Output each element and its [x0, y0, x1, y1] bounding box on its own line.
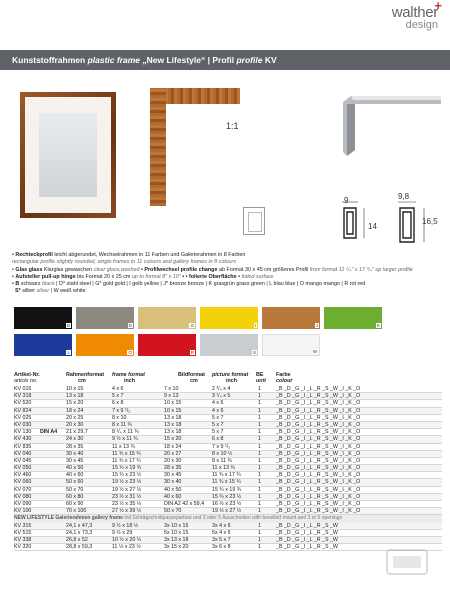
cell-be: 1 [258, 429, 261, 436]
col-frame-format: Rahmenformat [66, 372, 105, 378]
cell-bcm: 28 x 35 [164, 465, 182, 472]
cell-art: KV 130 [14, 429, 32, 436]
swatch-row [14, 334, 442, 356]
cell-be: 1 [258, 544, 261, 551]
cell-be: 1 [258, 529, 261, 536]
cell-inch: 19 ½ x 27 ½ [112, 486, 142, 493]
cell-bcm: 10 x 15 [164, 407, 182, 414]
cell-art: KV 318 [14, 393, 32, 400]
cell-inch: 23 ½ x 31 ½ [112, 493, 142, 500]
cell-binch: 11 ¾ x 15 ¾ [212, 479, 241, 486]
cell-binch: 2 ³/₄ x 4 [212, 386, 231, 392]
cell-cm: 24,1 x 47,3 [66, 522, 93, 529]
cell-inch: 5 x 7 [112, 393, 124, 400]
colour-swatches [14, 307, 442, 361]
cell-col: _B _D _G _I _L _R _S _W _I _K _O [276, 457, 361, 464]
cell-be: 1 [258, 508, 261, 515]
cell-be: 1 [258, 450, 261, 457]
cell-bcm: 18 x 24 [164, 443, 182, 450]
cell-cm: 21 x 29,7 [66, 429, 88, 436]
cell-binch: 5 x 7 [212, 421, 224, 428]
swatch-row [14, 307, 442, 329]
cell-inch: 15 ¾ x 23 ½ [112, 472, 142, 479]
cell-cm: 28,8 x 59,3 [66, 544, 93, 551]
cell-be: 1 [258, 536, 261, 543]
table-row [14, 508, 442, 515]
gallery-frame-heading: NEW LIFESTYLE Galerierahmen gallery frame mit Schrägschnittpassepartout und 3 oder 5 Ausschnitten with bevelled mount and 3 or 5 openings [14, 515, 442, 522]
cell-cm: 70 x 100 [66, 508, 87, 515]
table-row [14, 400, 442, 407]
framed-picture-image [20, 92, 116, 218]
cell-binch: 4 x 6 [212, 400, 224, 407]
product-description [12, 252, 442, 296]
cell-inch: 4 x 6 [112, 386, 124, 392]
cell-cm: 50 x 70 [66, 486, 84, 493]
cell-cm: 24,1 x 73,3 [66, 529, 93, 536]
cell-art: KV 835 [14, 443, 32, 450]
colour-swatch-i [200, 307, 258, 329]
table-row [14, 537, 442, 544]
cell-binch: 7 x 9 ¹/₂ [212, 443, 231, 450]
scale-label: 1:1 [226, 121, 239, 131]
swatch-tag: J [315, 323, 318, 328]
cell-col: _B _D _G _I _L _R _S _W _I _K _O [276, 479, 361, 486]
table-row [14, 422, 442, 429]
cell-cm: 10 x 15 [66, 386, 84, 392]
frame-corner-detail-image [150, 88, 240, 206]
col-frame-inch: inch [124, 378, 136, 385]
colour-swatch-w [262, 334, 320, 356]
table-row [14, 530, 442, 537]
logo-design: design [405, 19, 438, 31]
col-colour: Farbe [276, 372, 291, 378]
swatch-tag: I [254, 323, 256, 328]
cell-col: _B _D _G _I _L _R _S _W _I _K _O [276, 429, 361, 436]
cell-inch: 11 ½ x 23 ½ [112, 544, 141, 551]
table-row [14, 544, 442, 551]
cell-be: 1 [258, 436, 261, 443]
cell-bcm: 3x 13 x 18 [164, 536, 189, 543]
cell-binch: 3 ¹/₄ x 5 [212, 393, 231, 400]
cell-col: _B _D _G _I _L _R _S _W _I _K _O [276, 443, 361, 450]
cell-cm: 20 x 30 [66, 421, 84, 428]
cell-be: 1 [258, 443, 261, 450]
colour-swatch-r [138, 334, 196, 356]
cell-bcm: 40 x 60 [164, 493, 182, 500]
cell-cm: 30 x 40 [66, 450, 84, 457]
cell-cm: 15 x 20 [66, 400, 84, 407]
cell-cm: 24 x 30 [66, 436, 84, 443]
table-row [14, 408, 442, 415]
cell-art: KV 100 [14, 508, 32, 515]
cell-be: 1 [258, 421, 261, 428]
colour-swatch-j [262, 307, 320, 329]
cell-binch: 6 x 8 [212, 436, 224, 443]
cell-art: KV 070 [14, 486, 32, 493]
cell-bcm: 3x 10 x 15 [164, 522, 189, 529]
cell-art: KV 320 [14, 544, 32, 551]
table-row [14, 465, 442, 472]
cell-bcm: 20 x 27 [164, 450, 182, 457]
cell-col: _B _D _G _I _L _R _S _W _I _K _O [276, 436, 361, 443]
cell-art: KV 824 [14, 407, 32, 414]
cell-bcm: 5x 10 x 15 [164, 529, 189, 536]
col-article: Artikel-Nr. [14, 372, 40, 378]
profile-small-height: 14 [368, 222, 377, 231]
price-table [14, 386, 442, 551]
cell-cm: 28 x 35 [66, 443, 84, 450]
cell-bcm: 13 x 18 [164, 414, 182, 421]
swatch-tag: R [190, 350, 194, 355]
cell-cm: 50 x 60 [66, 479, 84, 486]
cell-be: 1 [258, 400, 261, 407]
table-row [14, 436, 442, 443]
cell-art: KV 025 [14, 414, 32, 421]
cell-bcm: 30 x 40 [164, 479, 182, 486]
cell-art: KV 430 [14, 436, 32, 443]
cell-inch: 9 ½ x 18 ½ [112, 522, 139, 529]
cell-bcm: 3x 15 x 20 [164, 544, 189, 551]
logo-plus: + [434, 0, 442, 13]
page-title: Kunststoffrahmen plastic frame „New Lifestyle“ | Profil profile KV [0, 50, 450, 70]
cell-col: _B _D _G _I _L _R _S _W _I _K _O [276, 414, 361, 421]
colour-swatch-b [14, 307, 72, 329]
silver-frame-profile-image [333, 80, 441, 158]
cell-bcm: 10 x 15 [164, 400, 182, 407]
colour-swatch-g [138, 307, 196, 329]
swatch-tag: D [128, 323, 132, 328]
cell-art: KV 060 [14, 479, 32, 486]
table-row [14, 429, 442, 436]
cell-bcm: 13 x 18 [164, 421, 182, 428]
cell-inch: 9 ½ x 29 [112, 529, 133, 536]
cell-cm: 30 x 45 [66, 457, 84, 464]
cell-binch: 16 ½ x 23 ½ [212, 501, 242, 507]
colour-swatch-k [324, 307, 382, 329]
cell-din: DIN A4 [40, 429, 58, 436]
cell-cm: 60 x 80 [66, 493, 84, 500]
cell-inch: 11 ¾ x 17 ¾ [112, 457, 141, 464]
cell-col: _B _D _G _I _L _R _S _W _I _K _O [276, 421, 361, 428]
cell-art: KV 515 [14, 529, 32, 536]
desc-line-colours-2: S* silber silver | W weiß white [15, 288, 86, 295]
colour-swatch-o [76, 334, 134, 356]
table-row [14, 386, 442, 393]
table-row [14, 494, 442, 501]
cell-binch: 15 ¾ x 19 ¾ [212, 486, 242, 493]
cell-cm: 18 x 24 [66, 407, 84, 414]
table-row [14, 393, 442, 400]
cell-col: _B _D _G _I _L _R _S _W [276, 536, 338, 543]
cell-be: 1 [258, 457, 261, 464]
cell-art: KV 315 [14, 522, 32, 529]
cell-col: _B _D _G _I _L _R _S _W _I _K _O [276, 501, 361, 507]
desc-line-profile: • Rechteckprofil leicht abgerundet, Wechselrahmen in 11 Farben und Galerierahmen in 8 Farben rectangular profile slightly rounded, single frames in 11 colours and gallery frames in 8 colours [12, 252, 246, 266]
col-frame-format-en: frame format [112, 372, 145, 378]
cell-be: 1 [258, 501, 261, 507]
table-row [14, 523, 442, 530]
cell-art: KV 460 [14, 472, 32, 479]
cell-inch: 10 ½ x 20 ½ [112, 536, 142, 543]
col-colour-en: colour [276, 378, 293, 385]
cell-bcm: DIN A2 42 x 59,4 [164, 501, 205, 507]
col-unit: BE [256, 372, 264, 378]
cell-inch: 19 ½ x 23 ½ [112, 479, 142, 486]
stamp-icon [385, 548, 429, 576]
table-row [14, 415, 442, 422]
cell-col: _B _D _G _I _L _R _S _W [276, 544, 338, 551]
table-row [14, 444, 442, 451]
cell-inch: 8 x 10 [112, 414, 127, 421]
cell-binch: 3x 4 x 6 [212, 522, 231, 529]
cell-col: _B _D _G _I _L _R _S _W _I _K _O [276, 393, 361, 400]
cell-col: _B _D _G _I _L _R _S _W [276, 529, 338, 536]
cell-col: _B _D _G _I _L _R _S _W _I _K _O [276, 450, 361, 457]
cell-bcm: 7 x 10 [164, 386, 179, 392]
col-picture-cm: cm [190, 378, 198, 385]
cell-inch: 11 x 13 ¾ [112, 443, 135, 450]
cell-art: KV 040 [14, 450, 32, 457]
col-article-en: article no. [14, 378, 38, 385]
cell-art: KV 090 [14, 501, 32, 507]
swatch-tag: K [376, 323, 380, 328]
cell-binch: 8 x 11 ¾ [212, 457, 232, 464]
cell-art: KV 338 [14, 536, 32, 543]
table-row [14, 479, 442, 486]
cell-be: 1 [258, 486, 261, 493]
cell-art: KV 045 [14, 457, 32, 464]
cell-col: _B _D _G _I _L _R _S _W [276, 522, 338, 529]
swatch-tag: L [67, 350, 70, 355]
colour-swatch-d [76, 307, 134, 329]
cell-be: 1 [258, 522, 261, 529]
cell-col: _B _D _G _I _L _R _S _W _I _K _O [276, 472, 361, 479]
cell-bcm: 50 x 70 [164, 508, 182, 515]
profile-large-width: 9,8 [398, 192, 410, 201]
swatch-tag: B [66, 323, 70, 328]
cell-art: KV 050 [14, 465, 32, 472]
cell-bcm: 13 x 18 [164, 429, 182, 436]
col-frame-cm: cm [78, 378, 86, 385]
cell-binch: 15 ¾ x 23 ½ [212, 493, 242, 500]
colour-swatch-s [200, 334, 258, 356]
cell-col: _B _D _G _I _L _R _S _W _I _K _O [276, 407, 361, 414]
cell-be: 1 [258, 493, 261, 500]
cell-bcm: 30 x 45 [164, 472, 182, 479]
cell-cm: 13 x 18 [66, 393, 84, 400]
cell-cm: 60 x 90 [66, 501, 84, 507]
swatch-tag: O [128, 350, 132, 355]
cell-col: _B _D _G _I _L _R _S _W _I _K _O [276, 508, 361, 515]
cell-art: KV 080 [14, 493, 32, 500]
cell-art: KV 015 [14, 386, 32, 392]
walther-design-logo [378, 0, 442, 38]
logo-walther: walther [391, 4, 438, 21]
profile-small-width: 9 [344, 196, 349, 205]
desc-line-colours: • B schwarz black | D* stahl steel | G* gold gold | I gelb yellow | J* bronze bronze | K grasgrün grass green | L blau blue | O mango mango | R rot red [12, 281, 366, 288]
cell-binch: 5x 4 x 6 [212, 529, 231, 536]
cell-cm: 40 x 50 [66, 465, 84, 472]
col-picture-format: Bildformat [178, 372, 205, 378]
swatch-tag: G [190, 323, 194, 328]
cell-be: 1 [258, 407, 261, 414]
cell-binch: 11 ¾ x 17 ¾ [212, 472, 241, 479]
cell-col: _B _D _G _I _L _R _S _W _I _K _O [276, 400, 361, 407]
cell-be: 1 [258, 472, 261, 479]
cell-binch: 4 x 6 [212, 407, 224, 414]
cell-bcm: 15 x 20 [164, 436, 182, 443]
cell-inch: 8 ¹/₄ x 11 ¾ [112, 429, 139, 436]
col-picture-format-en: picture format [212, 372, 249, 378]
cell-bcm: 20 x 30 [164, 457, 182, 464]
cell-bcm: 9 x 13 [164, 393, 179, 400]
swatch-tag: S [252, 350, 256, 355]
colour-swatch-l [14, 334, 72, 356]
cell-col: _B _D _G _I _L _R _S _W _I _K _O [276, 386, 361, 392]
profile-large-height: 16,5 [422, 217, 438, 226]
cell-binch: 11 x 13 ¾ [212, 465, 235, 472]
table-row [14, 472, 442, 479]
cell-col: _B _D _G _I _L _R _S _W _I _K _O [276, 493, 361, 500]
cell-col: _B _D _G _I _L _R _S _W _I _K _O [276, 465, 361, 472]
desc-line-hinge: • Aufsteller pull-up hinge bis Format 20 x 25 cm up to format 8" x 10" • • folierte Oberfläche • foiled surface [12, 273, 274, 280]
cell-be: 1 [258, 414, 261, 421]
col-picture-inch: inch [226, 378, 238, 385]
cell-be: 1 [258, 386, 261, 392]
cell-be: 1 [258, 465, 261, 472]
cell-binch: 19 ½ x 27 ½ [212, 508, 242, 515]
cell-bcm: 40 x 50 [164, 486, 182, 493]
cell-col: _B _D _G _I _L _R _S _W _I _K _O [276, 486, 361, 493]
cell-binch: 3x 5 x 7 [212, 536, 231, 543]
cell-cm: 26,8 x 52 [66, 536, 88, 543]
cell-inch: 23 ½ x 35 ½ [112, 501, 142, 507]
cell-be: 1 [258, 479, 261, 486]
cell-inch: 15 ¾ x 19 ¾ [112, 465, 142, 472]
backing-sample-image [243, 207, 265, 235]
cell-inch: 9 ½ x 11 ¾ [112, 436, 138, 443]
cell-inch: 11 ¾ x 15 ¾ [112, 450, 141, 457]
cell-inch: 7 x 9 ¹/₂ [112, 407, 131, 414]
desc-line-glass: • Glas glass Klarglas gewaschen clear glass,washed • Profilwechsel profile change ab Format 30 x 45 cm größeres Profil from format 11 ¹/₄" x 17 ³/₄" up larger profile [12, 266, 413, 273]
cell-binch: 5 x 7 [212, 414, 224, 421]
cell-inch: 6 x 8 [112, 400, 124, 407]
table-row [14, 458, 442, 465]
table-row [14, 451, 442, 458]
cell-be: 1 [258, 393, 261, 400]
cell-art: KV 520 [14, 400, 32, 407]
cell-inch: 27 ½ x 39 ½ [112, 508, 142, 515]
cell-binch: 3x 6 x 8 [212, 544, 231, 551]
cell-art: KV 030 [14, 421, 32, 428]
col-unit-en: unit [256, 378, 266, 385]
cell-inch: 8 x 11 ¾ [112, 421, 132, 428]
swatch-tag: W [312, 349, 317, 354]
cell-cm: 40 x 60 [66, 472, 84, 479]
cell-binch: 8 x 10 ½ [212, 450, 233, 457]
table-row [14, 487, 442, 494]
cell-binch: 5 x 7 [212, 429, 224, 436]
cell-cm: 20 x 25 [66, 414, 84, 421]
